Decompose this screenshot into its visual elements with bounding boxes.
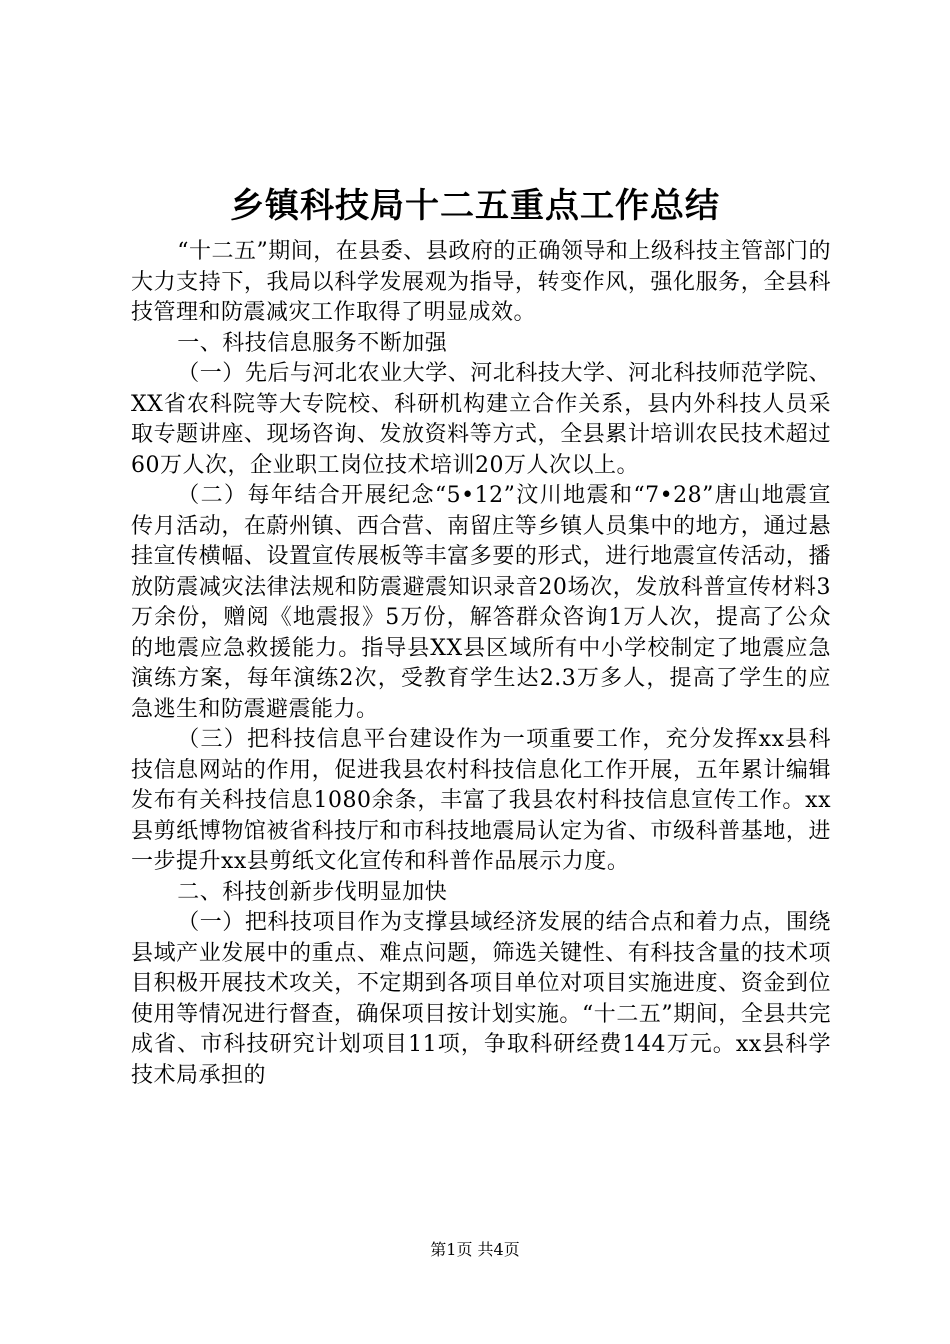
section-heading-2: 二、科技创新步伐明显加快 — [177, 879, 448, 905]
section1-item3-paragraph: （三）把科技信息平台建设作为一项重要工作，充分发挥xx县科技信息网站的作用，促进我县农村科技信息化工作开展，五年累计编辑发布有关科技信息1080余条，丰富了我县农村科技信息宣传工作。xx县剪纸博物馆被省科技厅和市科技地震局认定为省、市级科普基地，进一步提升xx县剪纸文化宣传和科普作品展示力度。 — [131, 727, 831, 874]
document-body — [131, 237, 831, 1091]
section2-item1-paragraph: （一）把科技项目作为支撑县域经济发展的结合点和着力点，围绕县域产业发展中的重点、难点问题，筛选关键性、有科技含量的技术项目积极开展技术攻关，不定期到各项目单位对项目实施进度、资金到位使用等情况进行督查，确保项目按计划实施。“十二五”期间，全县共完成省、市科技研究计划项目11项，争取科研经费144万元。xx县科学技术局承担的 — [131, 910, 831, 1088]
page-footer: 第1页 共4页 — [430, 1240, 520, 1259]
section1-item2-paragraph: （二）每年结合开展纪念“5•12”汶川地震和“7•28”唐山地震宣传月活动，在蔚州镇、西合营、南留庄等乡镇人员集中的地方，通过悬挂宣传横幅、设置宣传展板等丰富多要的形式，进行地震宣传活动，播放防震减灾法律法规和防震避震知识录音20场次，发放科普宣传材料3万余份，赠阅《地震报》5万份，解答群众咨询1万人次，提高了公众的地震应急救援能力。指导县XX县区域所有中小学校制定了地震应急演练方案，每年演练2次，受教育学生达2.3万多人，提高了学生的应急逃生和防震避震能力。 — [131, 483, 831, 722]
section-heading-1: 一、科技信息服务不断加强 — [177, 330, 448, 356]
document-title: 乡镇科技局十二五重点工作总结 — [230, 186, 720, 226]
intro-paragraph: “十二五”期间，在县委、县政府的正确领导和上级科技主管部门的大力支持下，我局以科学发展观为指导，转变作风，强化服务，全县科技管理和防震减灾工作取得了明显成效。 — [131, 239, 831, 325]
section1-item1-paragraph: （一）先后与河北农业大学、河北科技大学、河北科技师范学院、XX省农科院等大专院校、科研机构建立合作关系，县内外科技人员采取专题讲座、现场咨询、发放资料等方式，全县累计培训农民技术超过60万人次，企业职工岗位技术培训20万人次以上。 — [131, 361, 831, 478]
